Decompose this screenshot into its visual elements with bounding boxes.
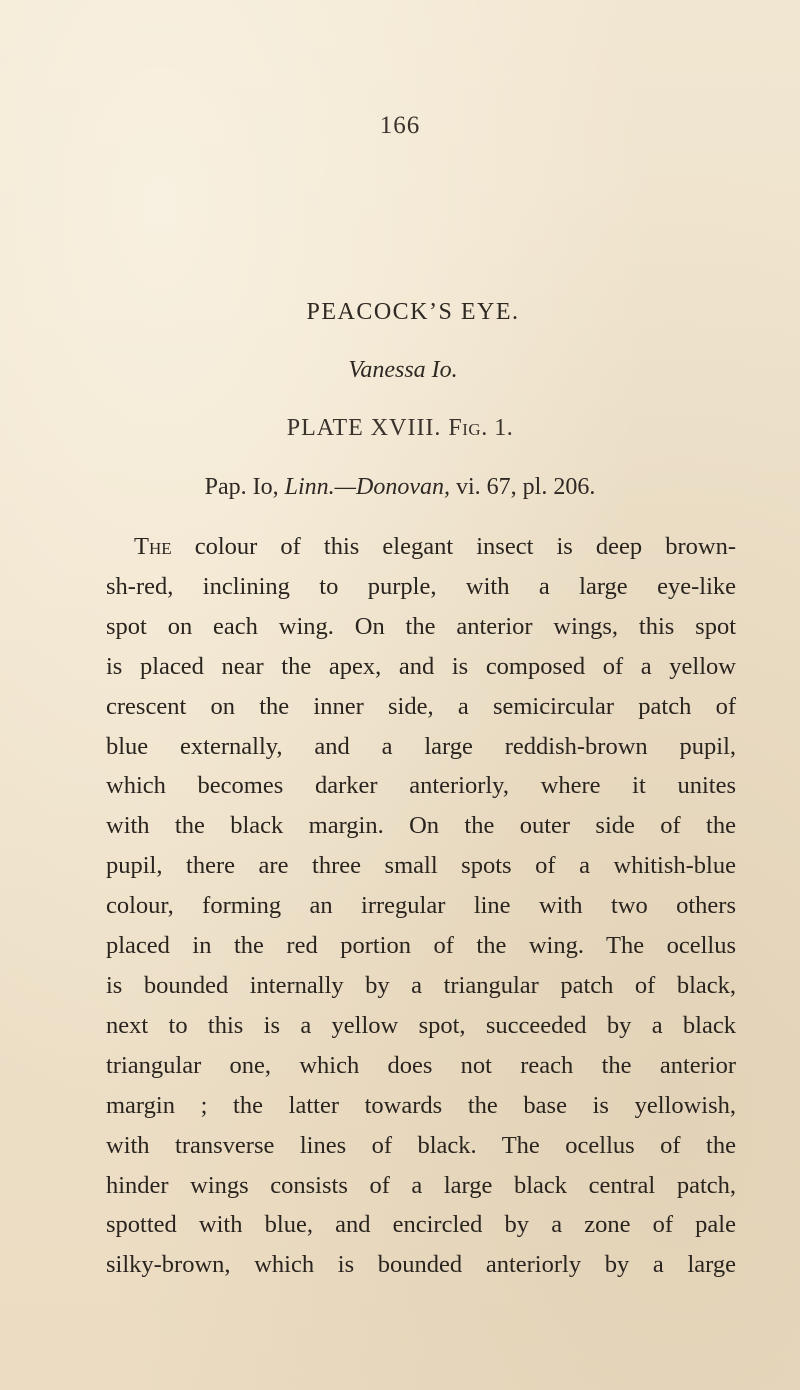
citation-author-donovan: Donovan, xyxy=(356,474,450,500)
paragraph-line: triangular one, which does not reach the anterior xyxy=(106,1051,736,1079)
paragraph-line: spotted with blue, and encircled by a zone of pale xyxy=(106,1211,736,1239)
paragraph-line: blue externally, and a large reddish-brown pupil, xyxy=(106,732,736,760)
paragraph-line: pupil, there are three small spots of a whitish-blue xyxy=(106,852,736,880)
paragraph-first-word: The xyxy=(134,533,172,560)
plate-label: PLATE XVIII. xyxy=(286,415,442,441)
paragraph-line: next to this is a yellow spot, succeeded by a black xyxy=(106,1011,736,1039)
paragraph-line: placed in the red portion of the wing. The ocellus xyxy=(106,932,736,960)
species-name: Vanessa Io. xyxy=(348,357,458,383)
paragraph-line: colour, forming an irregular line with two others xyxy=(106,892,736,920)
paragraph-line: sh-red, inclining to purple, with a large eye-like xyxy=(106,572,736,600)
paragraph-line: crescent on the inner side, a semicircular patch of xyxy=(106,692,736,720)
paragraph-line: The colour of this elegant insect is deep brown- xyxy=(134,533,736,560)
citation-post: vi. 67, pl. 206. xyxy=(450,474,596,500)
paragraph-line: with the black margin. On the outer side of the xyxy=(106,812,736,840)
plate-reference xyxy=(0,415,800,442)
paragraph-line: is placed near the apex, and is composed of a yellow xyxy=(106,652,736,680)
paragraph-line: spot on each wing. On the anterior wings, this spot xyxy=(106,612,736,640)
paragraph-line: which becomes darker anteriorly, where it unites xyxy=(106,772,736,800)
section-title: PEACOCK’S EYE. xyxy=(306,299,520,325)
citation-pre: Pap. Io, xyxy=(204,474,285,500)
paragraph-line: with transverse lines of black. The ocellus of the xyxy=(106,1131,736,1159)
figure-label: Fig. 1. xyxy=(448,415,514,441)
paragraph-line: is bounded internally by a triangular patch of black, xyxy=(106,971,736,999)
body-paragraph xyxy=(106,527,736,1285)
citation xyxy=(0,474,800,501)
citation-author-linn: Linn. xyxy=(284,474,335,500)
citation-dash: — xyxy=(334,474,357,500)
paragraph-line: silky-brown, which is bounded anteriorly by a large xyxy=(106,1251,736,1279)
page-number: 166 xyxy=(379,112,421,139)
paragraph-line: margin ; the latter towards the base is yellowish, xyxy=(106,1091,736,1119)
paragraph-line: hinder wings consists of a large black central patch, xyxy=(106,1171,736,1199)
